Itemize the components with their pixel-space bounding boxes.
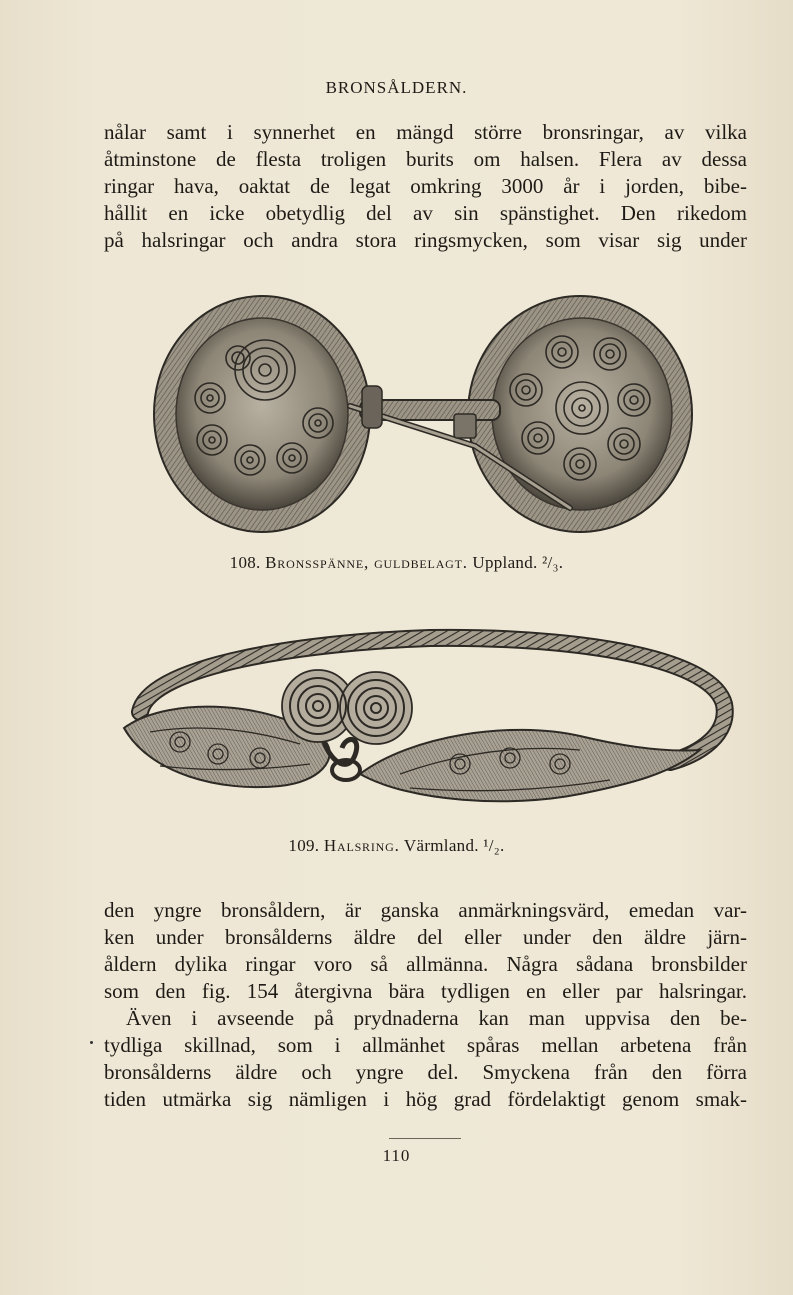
paragraph-bottom [104,897,747,1113]
text-line: den yngre bronsåldern, är ganska anmärkningsvärd, emedan var- [104,898,747,922]
text-line: ringar hava, oaktat de legat omkring 3000 år i jorden, bibe- [104,174,747,198]
text-line: åtminstone de flesta troligen burits om halsen. Flera av dessa [104,147,747,171]
running-head: BRONSÅLDERN. [325,78,468,97]
figure-scale: ²/₃. [542,553,564,572]
text-line: åldern dylika ringar voro så allmänna. Några sådana bronsbilder [104,952,747,976]
text-line: Även i avseende på prydnaderna kan man uppvisa den be- [126,1006,747,1030]
figure-place: Uppland. [472,553,538,572]
neck-ring-illustration [110,624,736,810]
text-line: nålar samt i synnerhet en mängd större bronsringar, av vilka [104,120,747,144]
text-line: bronsålderns äldre och yngre del. Smyckena från den förra [104,1060,747,1084]
text-line: som den fig. 154 återgivna bära tydligen en eller par halsringar. [104,979,747,1003]
text-line: tiden utmärka sig nämligen i hög grad fördelaktigt genom smak- [104,1087,747,1111]
paragraph-top [104,119,747,254]
margin-mark [90,1041,93,1044]
figure-number: 109. [288,836,320,855]
figure-title: Halsring. [323,836,400,855]
figure-109-caption [0,836,793,856]
figure-number: 108. [229,553,261,572]
figure-title: Bronsspänne, guldbelagt. [265,553,468,572]
text-line: på halsringar och andra stora ringsmycken, som visar sig under [104,228,747,252]
figure-scale: ¹/₂. [483,836,505,855]
text-line: tydliga skillnad, som i allmänhet spåras mellan arbetena från [104,1033,747,1057]
footer-rule [389,1138,461,1139]
page-number: 110 [382,1146,411,1165]
figure-place: Värmland. [403,836,479,855]
figure-108-caption [0,553,793,573]
text-line: hållit en icke obetydlig del av sin spänstighet. Den rikedom [104,201,747,225]
bronze-brooch-illustration [150,288,696,534]
text-line: ken under bronsålderns äldre del eller under den äldre järn- [104,925,747,949]
